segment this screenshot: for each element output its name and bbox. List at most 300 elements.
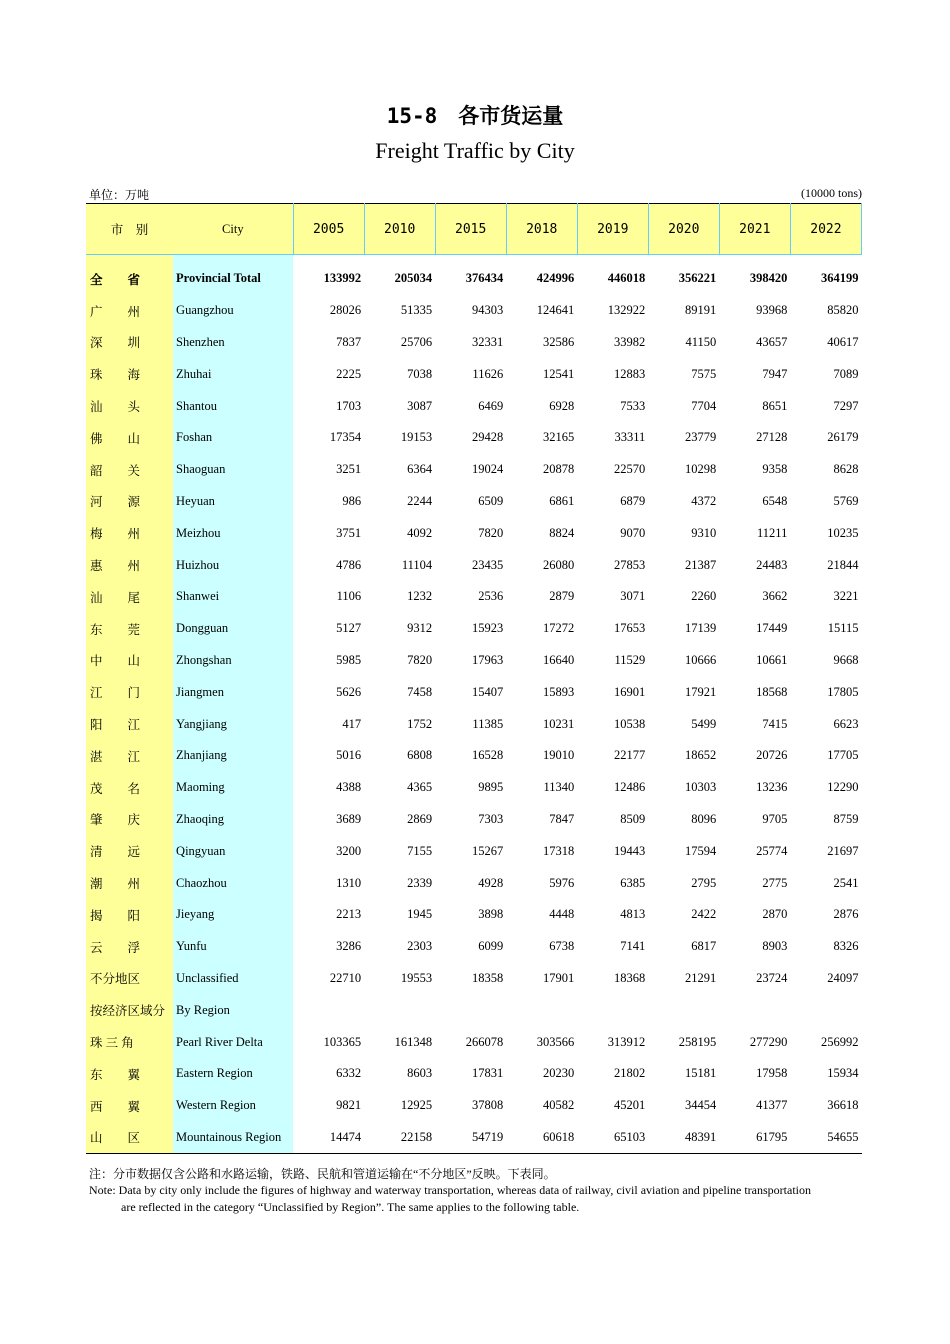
- value-cell: 6509: [478, 493, 504, 508]
- value-cell: 2775: [762, 875, 788, 890]
- value-cell: 3087: [407, 398, 433, 413]
- value-cell: 11211: [757, 525, 788, 540]
- value-cell: 1703: [336, 398, 362, 413]
- value-cell: 1752: [407, 716, 433, 731]
- value-cell: 376434: [465, 271, 504, 286]
- value-cell: 7847: [549, 811, 575, 826]
- table-row: [86, 486, 862, 518]
- row-label-zh: 山 区: [86, 1122, 173, 1154]
- value-cell: 424996: [536, 271, 575, 286]
- value-cell: 43657: [756, 334, 788, 349]
- header-year: 2022: [790, 204, 861, 255]
- value-cell: 5976: [549, 875, 575, 890]
- value-cell: 4448: [549, 907, 575, 922]
- table-row: [86, 390, 862, 422]
- row-label-zh: 河 源: [86, 486, 173, 518]
- value-cell: 1310: [336, 875, 362, 890]
- row-label-zh: 梅 州: [86, 517, 173, 549]
- value-cell: 986: [342, 493, 362, 508]
- note-en-line2: are reflected in the category “Unclassified by Region”. The same applies to the following table.: [121, 1200, 580, 1214]
- value-cell: 6817: [691, 939, 717, 954]
- value-cell: 7533: [620, 398, 646, 413]
- row-label-en: Zhaoqing: [173, 804, 293, 836]
- value-cell: 20878: [542, 462, 575, 477]
- value-cell: 1945: [407, 907, 433, 922]
- row-label-zh: 湛 江: [86, 740, 173, 772]
- row-label-en: Guangzhou: [173, 295, 293, 327]
- value-cell: 2879: [549, 589, 575, 604]
- value-cell: 13236: [756, 780, 788, 795]
- table-row: [86, 645, 862, 677]
- value-cell: 11104: [401, 557, 433, 572]
- value-cell: 7837: [336, 334, 362, 349]
- value-cell: 4365: [407, 780, 433, 795]
- value-cell: [364, 994, 435, 1026]
- value-cell: 5127: [336, 621, 362, 636]
- value-cell: 21844: [827, 557, 859, 572]
- value-cell: 18652: [685, 748, 717, 763]
- row-label-zh: 东 翼: [86, 1058, 173, 1090]
- row-label-en: Shanwei: [173, 581, 293, 613]
- value-cell: 9358: [762, 462, 788, 477]
- value-cell: 8651: [762, 398, 788, 413]
- value-cell: 93968: [756, 303, 788, 318]
- value-cell: 33311: [614, 430, 646, 445]
- value-cell: 8326: [833, 939, 859, 954]
- value-cell: 417: [342, 716, 362, 731]
- value-cell: 124641: [536, 303, 575, 318]
- value-cell: 15407: [471, 684, 504, 699]
- value-cell: 2244: [407, 493, 433, 508]
- value-cell: 9070: [620, 525, 646, 540]
- value-cell: 19153: [400, 430, 433, 445]
- row-label-en: Unclassified: [173, 963, 293, 995]
- row-label-zh: 佛 山: [86, 422, 173, 454]
- row-label-en: Heyuan: [173, 486, 293, 518]
- note-zh: 注：分市数据仅含公路和水路运输，铁路、民航和管道运输在“不分地区”反映。下表同。: [89, 1167, 556, 1181]
- row-label-en: Eastern Region: [173, 1058, 293, 1090]
- table-title-en: Freight Traffic by City: [375, 138, 575, 163]
- row-label-en: Zhongshan: [173, 645, 293, 677]
- row-label-en: Western Region: [173, 1090, 293, 1122]
- value-cell: [577, 994, 648, 1026]
- value-cell: 12883: [614, 366, 646, 381]
- value-cell: 37808: [471, 1098, 504, 1113]
- value-cell: 21291: [685, 970, 717, 985]
- row-label-zh: 清 远: [86, 835, 173, 867]
- value-cell: 4388: [336, 780, 362, 795]
- value-cell: 205034: [394, 271, 433, 286]
- value-cell: 3251: [336, 462, 362, 477]
- row-label-en: Shaoguan: [173, 454, 293, 486]
- value-cell: 18568: [756, 684, 788, 699]
- row-label-en: Chaozhou: [173, 867, 293, 899]
- row-label-zh: 西 翼: [86, 1090, 173, 1122]
- row-label-zh: 汕 尾: [86, 581, 173, 613]
- row-label-en: Qingyuan: [173, 835, 293, 867]
- value-cell: 19010: [542, 748, 575, 763]
- row-label-en: Provincial Total: [173, 263, 293, 295]
- value-cell: 8759: [833, 811, 859, 826]
- value-cell: 17958: [756, 1066, 788, 1081]
- value-cell: 11385: [472, 716, 504, 731]
- value-cell: 21387: [685, 557, 717, 572]
- value-cell: 26080: [542, 557, 575, 572]
- row-label-zh: 全 省: [86, 263, 173, 295]
- total-row: [86, 263, 862, 295]
- header-year: 2005: [293, 204, 364, 255]
- value-cell: 6808: [407, 748, 433, 763]
- value-cell: 28026: [329, 303, 362, 318]
- value-cell: 2339: [407, 875, 433, 890]
- value-cell: 6738: [549, 939, 575, 954]
- header-year: 2015: [435, 204, 506, 255]
- value-cell: 20726: [756, 748, 788, 763]
- value-cell: 7458: [407, 684, 433, 699]
- value-cell: 51335: [400, 303, 433, 318]
- value-cell: [506, 994, 577, 1026]
- value-cell: 356221: [678, 271, 717, 286]
- value-cell: 14474: [293, 1122, 364, 1154]
- value-cell: 1232: [407, 589, 433, 604]
- value-cell: 2225: [336, 366, 362, 381]
- header-year: 2019: [577, 204, 648, 255]
- value-cell: 26179: [827, 430, 859, 445]
- value-cell: 45201: [614, 1098, 646, 1113]
- value-cell: 25774: [756, 843, 788, 858]
- value-cell: 9821: [336, 1098, 362, 1113]
- value-cell: 3898: [478, 907, 504, 922]
- value-cell: 7155: [407, 843, 433, 858]
- table-row: [86, 1058, 862, 1090]
- value-cell: 3662: [762, 589, 788, 604]
- value-cell: 15267: [471, 843, 504, 858]
- header-year: 2021: [719, 204, 790, 255]
- value-cell: 23724: [756, 970, 788, 985]
- value-cell: 36618: [827, 1098, 859, 1113]
- value-cell: 17705: [827, 748, 859, 763]
- note-en-line1: Note: Data by city only include the figures of highway and waterway transportation, whereas data of railway, civil aviation and pipeline transportation: [89, 1183, 811, 1197]
- value-cell: 132922: [607, 303, 646, 318]
- value-cell: 2303: [407, 939, 433, 954]
- value-cell: 8628: [833, 462, 859, 477]
- row-label-en: Pearl River Delta: [173, 1026, 293, 1058]
- value-cell: 5499: [691, 716, 717, 731]
- table-row: [86, 613, 862, 645]
- row-label-zh: 阳 江: [86, 708, 173, 740]
- value-cell: 12290: [827, 780, 859, 795]
- value-cell: 7820: [407, 652, 433, 667]
- value-cell: 24483: [756, 557, 788, 572]
- value-cell: 10666: [685, 652, 717, 667]
- row-label-en: Yunfu: [173, 931, 293, 963]
- value-cell: 65103: [577, 1122, 648, 1154]
- value-cell: 10235: [827, 525, 859, 540]
- value-cell: 12925: [400, 1098, 433, 1113]
- value-cell: 5985: [336, 652, 362, 667]
- value-cell: 6861: [549, 493, 575, 508]
- value-cell: 5016: [336, 748, 362, 763]
- table-row: [86, 931, 862, 963]
- value-cell: 15923: [471, 621, 504, 636]
- table-row: [86, 676, 862, 708]
- value-cell: 22158: [364, 1122, 435, 1154]
- value-cell: 8096: [691, 811, 717, 826]
- value-cell: 2260: [691, 589, 717, 604]
- row-label-en: Huizhou: [173, 549, 293, 581]
- value-cell: 4092: [407, 525, 433, 540]
- value-cell: 7704: [691, 398, 717, 413]
- value-cell: 6332: [336, 1066, 362, 1081]
- value-cell: 161348: [394, 1034, 433, 1049]
- value-cell: 7038: [407, 366, 433, 381]
- value-cell: 34454: [685, 1098, 717, 1113]
- row-label-zh: 按经济区域分: [86, 994, 173, 1026]
- value-cell: 60618: [506, 1122, 577, 1154]
- value-cell: 40617: [827, 334, 859, 349]
- value-cell: 17594: [685, 843, 717, 858]
- value-cell: 4786: [336, 557, 362, 572]
- value-cell: 40582: [542, 1098, 575, 1113]
- row-label-en: Shantou: [173, 390, 293, 422]
- table-row: [86, 1122, 862, 1154]
- value-cell: 17449: [756, 621, 788, 636]
- header-year: 2018: [506, 204, 577, 255]
- value-cell: 61795: [719, 1122, 790, 1154]
- row-label-zh: 东 莞: [86, 613, 173, 645]
- value-cell: [790, 994, 861, 1026]
- row-label-zh: 茂 名: [86, 772, 173, 804]
- value-cell: 54719: [435, 1122, 506, 1154]
- value-cell: [435, 994, 506, 1026]
- value-cell: 10298: [685, 462, 717, 477]
- value-cell: 2876: [833, 907, 859, 922]
- value-cell: 11529: [614, 652, 646, 667]
- value-cell: 17272: [542, 621, 575, 636]
- row-label-zh: 珠 海: [86, 358, 173, 390]
- value-cell: 2795: [691, 875, 717, 890]
- row-label-en: Jiangmen: [173, 676, 293, 708]
- value-cell: 32165: [542, 430, 575, 445]
- row-label-en: Meizhou: [173, 517, 293, 549]
- value-cell: 3200: [336, 843, 362, 858]
- row-label-en: Maoming: [173, 772, 293, 804]
- row-label-zh: 深 圳: [86, 327, 173, 359]
- value-cell: 41150: [685, 334, 717, 349]
- table-row: [86, 422, 862, 454]
- row-label-en: Dongguan: [173, 613, 293, 645]
- value-cell: 2541: [833, 875, 859, 890]
- value-cell: 15115: [827, 621, 859, 636]
- value-cell: 85820: [827, 303, 859, 318]
- value-cell: 32586: [542, 334, 575, 349]
- value-cell: 3071: [620, 589, 646, 604]
- value-cell: 94303: [471, 303, 504, 318]
- value-cell: 446018: [607, 271, 646, 286]
- value-cell: 17318: [542, 843, 575, 858]
- value-cell: [648, 994, 719, 1026]
- header-city-zh: 市 别: [86, 204, 173, 255]
- value-cell: 3751: [336, 525, 362, 540]
- value-cell: 24097: [827, 970, 859, 985]
- value-cell: 266078: [465, 1034, 504, 1049]
- value-cell: 21697: [827, 843, 859, 858]
- value-cell: 5769: [833, 493, 859, 508]
- table-body: [86, 255, 862, 1154]
- value-cell: 398420: [749, 271, 788, 286]
- value-cell: 8824: [549, 525, 575, 540]
- row-label-zh: 江 门: [86, 676, 173, 708]
- unit-label-en: (10000 tons): [801, 186, 862, 200]
- table-row: [86, 358, 862, 390]
- header-city-en: City: [173, 204, 293, 255]
- value-cell: 7141: [620, 939, 646, 954]
- value-cell: 19553: [400, 970, 433, 985]
- table-row: [86, 327, 862, 359]
- table-row: [86, 899, 862, 931]
- value-cell: 18368: [614, 970, 646, 985]
- value-cell: 12486: [614, 780, 646, 795]
- value-cell: 23779: [685, 430, 717, 445]
- value-cell: 6099: [478, 939, 504, 954]
- value-cell: 2213: [336, 907, 362, 922]
- value-cell: 2422: [691, 907, 717, 922]
- value-cell: 27128: [756, 430, 788, 445]
- row-label-en: Zhuhai: [173, 358, 293, 390]
- row-label-en: By Region: [173, 994, 293, 1026]
- header-year: 2010: [364, 204, 435, 255]
- row-label-zh: 中 山: [86, 645, 173, 677]
- value-cell: 15934: [827, 1066, 859, 1081]
- table-row: [86, 963, 862, 995]
- value-cell: 8603: [407, 1066, 433, 1081]
- value-cell: 3286: [336, 939, 362, 954]
- row-label-en: Shenzhen: [173, 327, 293, 359]
- value-cell: 6928: [549, 398, 575, 413]
- row-label-en: Zhanjiang: [173, 740, 293, 772]
- table-row: [86, 740, 862, 772]
- value-cell: 22570: [614, 462, 646, 477]
- table-title-zh: 15-8 各市货运量: [386, 104, 564, 128]
- table-row: [86, 1026, 862, 1058]
- value-cell: 12541: [542, 366, 575, 381]
- value-cell: 2869: [407, 811, 433, 826]
- value-cell: 29428: [471, 430, 504, 445]
- value-cell: 17653: [614, 621, 646, 636]
- row-label-zh: 潮 州: [86, 867, 173, 899]
- value-cell: 19024: [471, 462, 504, 477]
- value-cell: 5626: [336, 684, 362, 699]
- value-cell: 10303: [685, 780, 717, 795]
- table-row: [86, 454, 862, 486]
- row-label-en: Foshan: [173, 422, 293, 454]
- row-label-zh: 云 浮: [86, 931, 173, 963]
- value-cell: 9895: [478, 780, 504, 795]
- value-cell: 7297: [833, 398, 859, 413]
- value-cell: [719, 994, 790, 1026]
- table-row: [86, 994, 862, 1026]
- value-cell: 6385: [620, 875, 646, 890]
- value-cell: 15893: [542, 684, 575, 699]
- value-cell: 313912: [607, 1034, 646, 1049]
- value-cell: 89191: [685, 303, 717, 318]
- freight-traffic-table: [86, 203, 862, 1154]
- value-cell: 1106: [336, 589, 362, 604]
- row-label-en: Mountainous Region: [173, 1122, 293, 1154]
- value-cell: 7575: [691, 366, 717, 381]
- value-cell: 19443: [614, 843, 646, 858]
- header-year: 2020: [648, 204, 719, 255]
- value-cell: 256992: [821, 1034, 859, 1049]
- value-cell: 8903: [762, 939, 788, 954]
- value-cell: [293, 994, 364, 1026]
- value-cell: 303566: [536, 1034, 575, 1049]
- row-label-zh: 韶 关: [86, 454, 173, 486]
- value-cell: 17831: [471, 1066, 504, 1081]
- value-cell: 10661: [756, 652, 788, 667]
- row-label-zh: 揭 阳: [86, 899, 173, 931]
- value-cell: 7947: [762, 366, 788, 381]
- value-cell: 6364: [407, 462, 433, 477]
- value-cell: 27853: [614, 557, 646, 572]
- value-cell: 4928: [478, 875, 504, 890]
- table-row: [86, 708, 862, 740]
- value-cell: 8509: [620, 811, 646, 826]
- value-cell: 48391: [648, 1122, 719, 1154]
- row-label-zh: 惠 州: [86, 549, 173, 581]
- row-label-zh: 汕 头: [86, 390, 173, 422]
- value-cell: 258195: [678, 1034, 717, 1049]
- value-cell: 17901: [542, 970, 575, 985]
- value-cell: 41377: [756, 1098, 788, 1113]
- value-cell: 3689: [336, 811, 362, 826]
- value-cell: 6879: [620, 493, 646, 508]
- table-row: [86, 1090, 862, 1122]
- value-cell: 16901: [614, 684, 646, 699]
- value-cell: 17921: [685, 684, 717, 699]
- table-row: [86, 581, 862, 613]
- row-label-en: Yangjiang: [173, 708, 293, 740]
- value-cell: 364199: [821, 271, 859, 286]
- value-cell: 133992: [323, 271, 362, 286]
- value-cell: 17805: [827, 684, 859, 699]
- value-cell: 9312: [407, 621, 433, 636]
- value-cell: 4372: [691, 493, 717, 508]
- value-cell: 21802: [614, 1066, 646, 1081]
- value-cell: 17354: [329, 430, 362, 445]
- value-cell: 7303: [478, 811, 504, 826]
- table-row: [86, 804, 862, 836]
- value-cell: 18358: [471, 970, 504, 985]
- table-row: [86, 517, 862, 549]
- value-cell: 17139: [685, 621, 717, 636]
- value-cell: 7089: [833, 366, 859, 381]
- table-row: [86, 835, 862, 867]
- value-cell: 7415: [762, 716, 788, 731]
- spacer-row: [86, 255, 862, 264]
- header-row: [86, 204, 862, 255]
- value-cell: 10231: [542, 716, 575, 731]
- value-cell: 4813: [620, 907, 646, 922]
- row-label-zh: 珠 三 角: [86, 1026, 173, 1058]
- value-cell: 17963: [471, 652, 504, 667]
- value-cell: 33982: [614, 334, 646, 349]
- value-cell: 6469: [478, 398, 504, 413]
- value-cell: 23435: [471, 557, 504, 572]
- value-cell: 16640: [542, 652, 575, 667]
- value-cell: 11340: [543, 780, 575, 795]
- value-cell: 25706: [400, 334, 433, 349]
